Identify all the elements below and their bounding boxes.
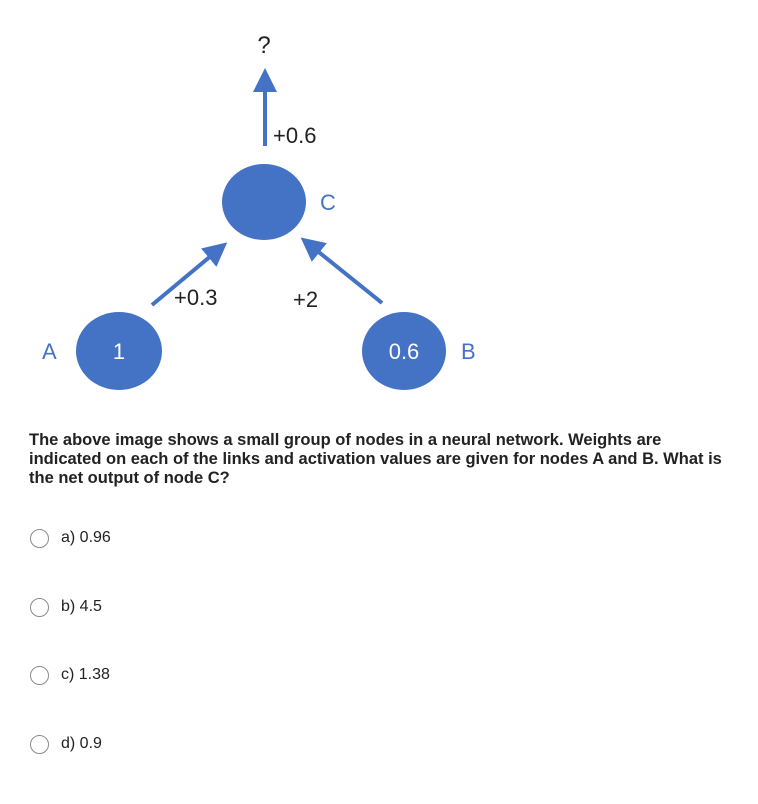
weight-a-c-label: +0.3 <box>174 285 218 310</box>
radio-button-a[interactable] <box>30 529 49 548</box>
option-d-label[interactable]: d) 0.9 <box>61 735 102 752</box>
radio-button-b[interactable] <box>30 598 49 617</box>
node-b-name: B <box>461 339 476 364</box>
option-b[interactable] <box>30 595 102 619</box>
node-a-name: A <box>42 339 57 364</box>
node-a-activation: 1 <box>112 339 126 364</box>
radio-button-d[interactable] <box>30 735 49 754</box>
option-c[interactable] <box>30 663 110 687</box>
option-a[interactable] <box>30 526 111 550</box>
option-d[interactable] <box>30 732 102 756</box>
node-b-activation: 0.6 <box>388 339 420 364</box>
weight-c-output-label: +0.6 <box>273 123 317 148</box>
weight-b-c-label: +2 <box>293 287 319 312</box>
node-c <box>222 164 306 240</box>
link-b-to-c <box>310 245 382 303</box>
option-b-label[interactable]: b) 4.5 <box>61 598 102 615</box>
option-a-label[interactable]: a) 0.96 <box>61 529 111 546</box>
question-text: The above image shows a small group of nodes in a neural network. Weights are indicated on each of the links and activation values are given for nodes A and B. What is the net output of node C? <box>29 431 722 487</box>
option-c-label[interactable]: c) 1.38 <box>61 666 110 683</box>
output-question-mark: ? <box>257 32 271 59</box>
radio-button-c[interactable] <box>30 666 49 685</box>
node-c-name: C <box>320 190 336 215</box>
